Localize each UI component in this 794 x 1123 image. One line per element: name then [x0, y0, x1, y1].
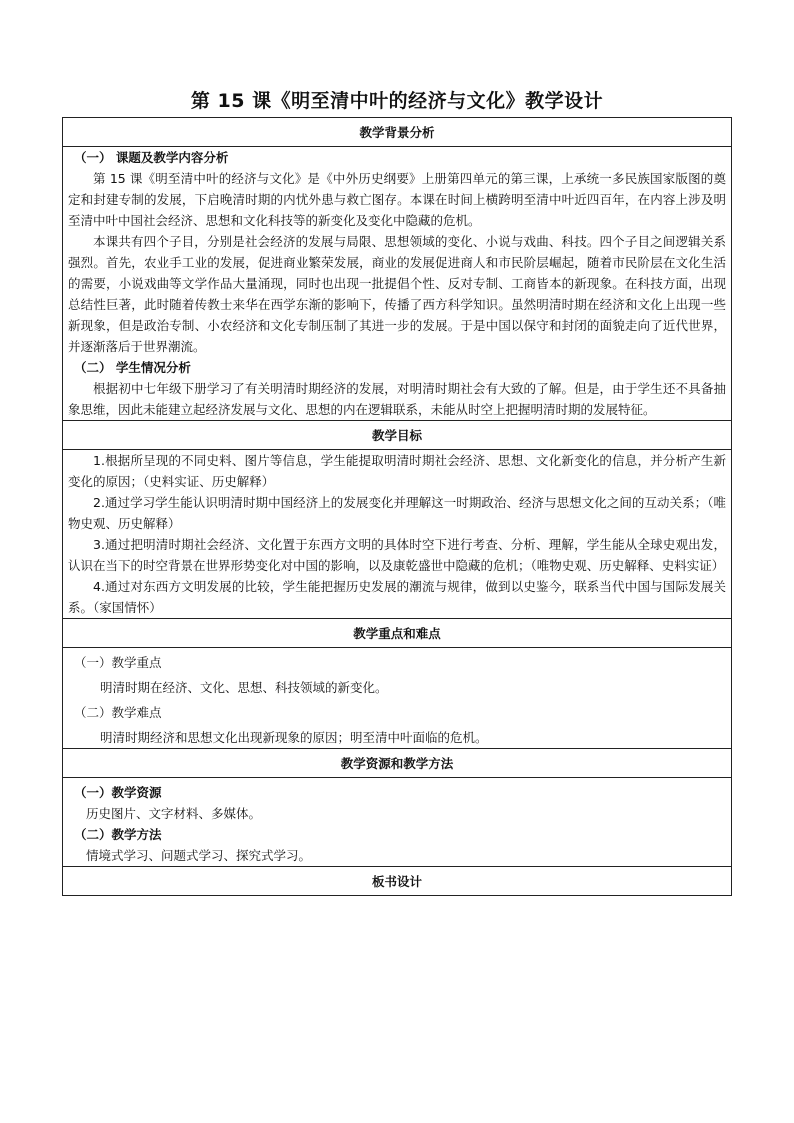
background-header: 教学背景分析: [63, 118, 732, 147]
objective-item: 4.通过对东西方文明发展的比较，学生能把握历史发展的潮流与规律，做到以史鉴今，联系当代中国与国际发展关系。（家国情怀）: [68, 579, 726, 615]
objective-item: 3.通过把明清时期社会经济、文化置于东西方文明的具体时空下进行考查、分析、理解，学生能从全球史观出发，认识在当下的时空背景在世界形势变化对中国的影响，以及康乾盛世中隐藏的危机；（唯物史观、历史解释、史料实证）: [68, 537, 726, 573]
objectives-header: 教学目标: [63, 421, 732, 450]
objective-item: 1.根据所呈现的不同史料、图片等信息，学生能提取明清时期社会经济、思想、文化新变化的信息，并分析产生新变化的原因；（史料实证、历史解释）: [68, 453, 726, 489]
key-points-cell: [63, 648, 732, 749]
table-row: [63, 421, 732, 450]
method-text: 情境式学习、问题式学习、探究式学习。: [86, 848, 312, 863]
lesson-plan-table: [62, 117, 732, 896]
resources-cell: [63, 778, 732, 867]
key-points-header: 教学重点和难点: [63, 619, 732, 648]
objective-item: 2.通过学习学生能认识明清时期中国经济上的发展变化并理解这一时期政治、经济与思想文化之间的互动关系；（唯物史观、历史解释）: [68, 495, 726, 531]
table-row: [63, 118, 732, 147]
difficulty-heading: （二）教学难点: [74, 705, 162, 720]
table-row: [63, 619, 732, 648]
resources-header: 教学资源和教学方法: [63, 749, 732, 778]
objectives-cell: [63, 450, 732, 619]
resource-heading: （一）教学资源: [74, 785, 162, 800]
resource-text: 历史图片、文字材料、多媒体。: [86, 806, 262, 821]
table-row: [63, 450, 732, 619]
board-design-header: 板书设计: [63, 867, 732, 896]
table-row: [63, 778, 732, 867]
table-row: [63, 648, 732, 749]
background-cell: [63, 147, 732, 421]
content-analysis-paragraph: 第 15 课《明至清中叶的经济与文化》是《中外历史纲要》上册第四单元的第三课，上承统一多民族国家版图的奠定和封建专制的发展，下启晚清时期的内忧外患与救亡图存。本课在时间上横跨明至清中叶近四百年，在内容上涉及明至清中叶中国社会经济、思想和文化科技等的新变化及变化中隐藏的危机。: [68, 171, 726, 228]
table-row: [63, 867, 732, 896]
method-heading: （二）教学方法: [74, 827, 162, 842]
table-row: [63, 147, 732, 421]
focus-heading: （一）教学重点: [74, 655, 162, 670]
content-analysis-paragraph: 本课共有四个子目，分别是社会经济的发展与局限、思想领域的变化、小说与戏曲、科技。四个子目之间逻辑关系强烈。首先，农业手工业的发展，促进商业繁荣发展，商业的发展促进商人和市民阶层崛起，随着市民阶层在文化生活的需要，小说戏曲等文学作品大量涌现，同时也出现一批提倡个性、反对专制、工商皆本的新现象。在科技方面，出现总结性巨著，此时随着传教士来华在西学东渐的影响下，传播了西方科学知识。虽然明清时期在经济和文化上出现一些新现象，但是政治专制、小农经济和文化专制压制了其进一步的发展。于是中国以保守和封闭的面貌走向了近代世界，并逐渐落后于世界潮流。: [68, 234, 726, 354]
content-analysis-heading: （一） 课题及教学内容分析: [74, 150, 229, 165]
student-analysis-heading: （二） 学生情况分析: [74, 360, 191, 375]
focus-text: 明清时期在经济、文化、思想、科技领域的新变化。: [100, 680, 388, 695]
student-analysis-paragraph: 根据初中七年级下册学习了有关明清时期经济的发展，对明清时期社会有大致的了解。但是，由于学生还不具备抽象思维，因此未能建立起经济发展与文化、思想的内在逻辑联系，未能从时空上把握明清时期的发展特征。: [68, 381, 726, 417]
table-row: [63, 749, 732, 778]
difficulty-text: 明清时期经济和思想文化出现新现象的原因；明至清中叶面临的危机。: [100, 730, 488, 745]
page-title: 第 15 课《明至清中叶的经济与文化》教学设计: [190, 90, 604, 112]
